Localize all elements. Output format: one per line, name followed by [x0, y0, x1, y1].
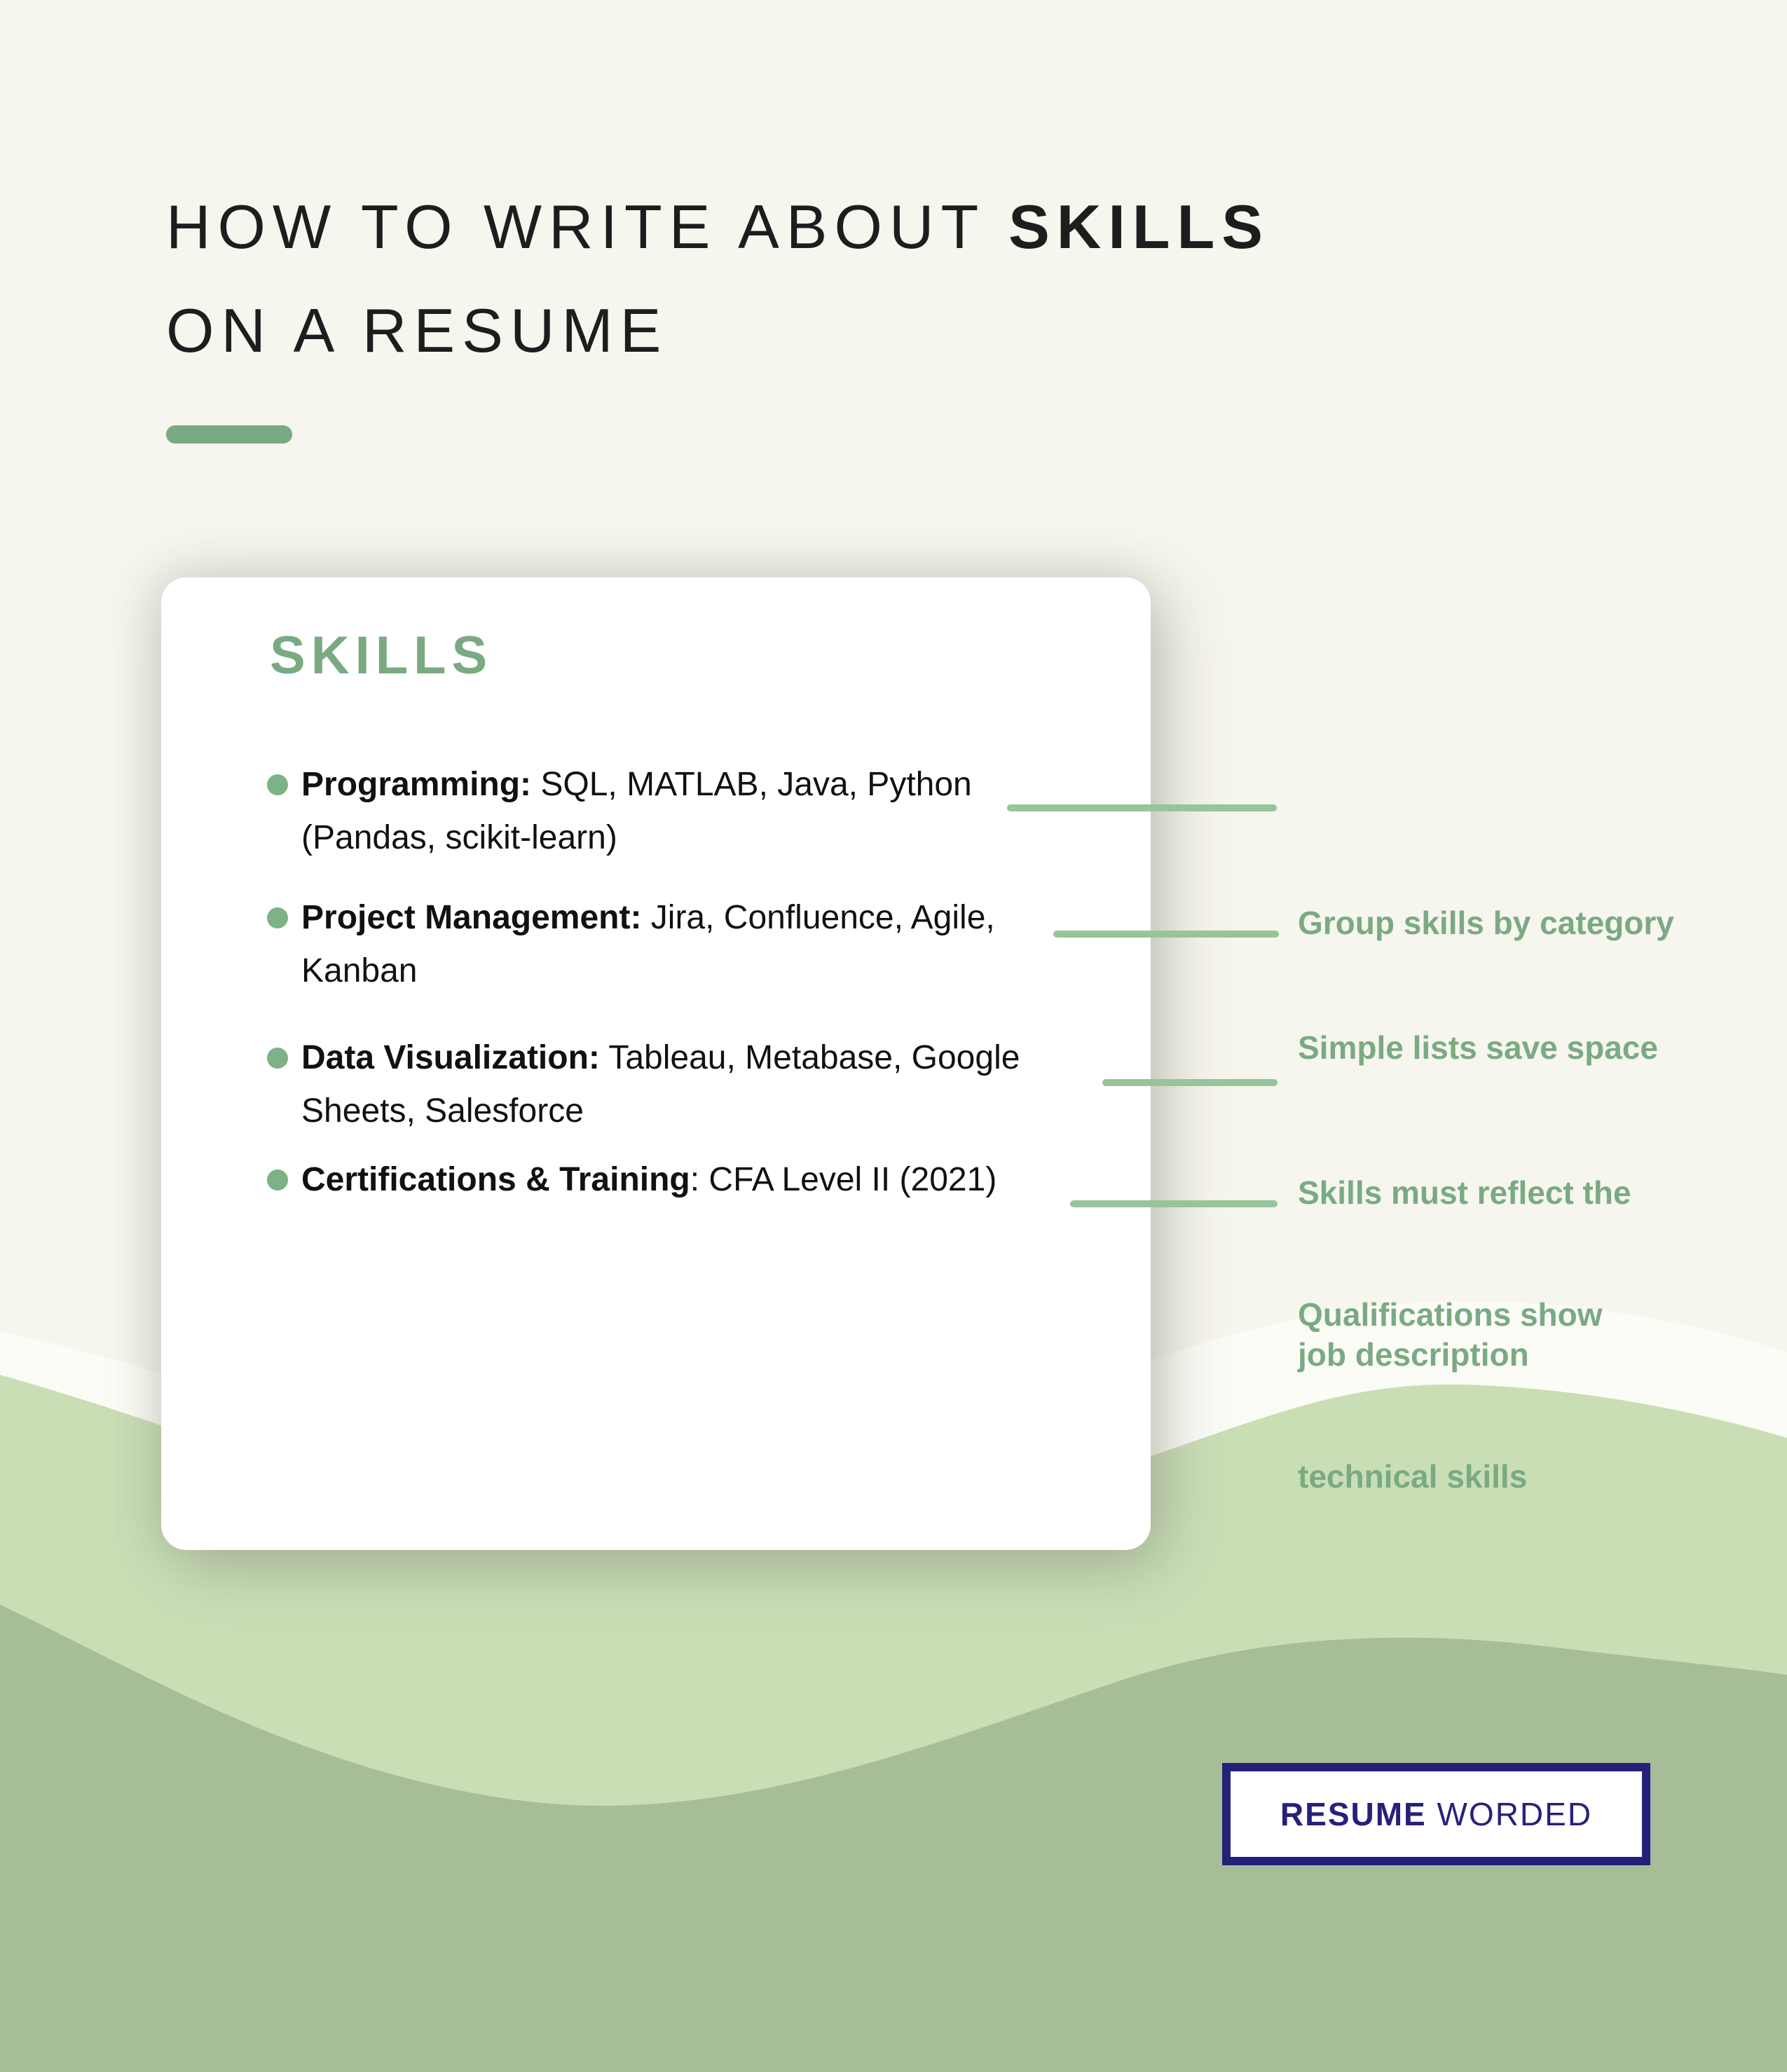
page-title-line2: ON A RESUME: [166, 296, 669, 365]
skill-label: Programming:: [301, 766, 532, 803]
skill-label: Project Management:: [301, 899, 642, 936]
skill-values: SQL, MATLAB, Java, Python: [531, 766, 972, 803]
callout-line-4: [1070, 1200, 1278, 1207]
skill-values: Jira, Confluence, Agile,: [641, 899, 995, 936]
card-section-title: SKILLS: [270, 626, 493, 685]
annotation-qualifications: Qualifications show technical skills: [1298, 1296, 1603, 1495]
skill-values-line2: Sheets, Salesforce: [301, 1092, 584, 1130]
bullet-dot-icon: [267, 907, 288, 928]
page-title-line1: [166, 175, 1270, 279]
annotation-simple-lists: Simple lists save space: [1298, 1029, 1658, 1066]
skill-item-programming: [267, 758, 972, 865]
callout-line-3: [1102, 1079, 1278, 1086]
page-title-line1-bold: SKILLS: [1008, 192, 1270, 261]
callout-line-1: [1007, 804, 1277, 811]
skill-values-line2: Kanban: [301, 952, 418, 989]
callout-line-2: [1053, 931, 1279, 938]
skill-label: Certifications & Training: [301, 1161, 690, 1198]
resume-skills-card: [161, 577, 1151, 1550]
title-underline-dash: [166, 425, 292, 444]
logo-text-bold: RESUME: [1280, 1796, 1427, 1832]
bullet-dot-icon: [267, 774, 288, 795]
resume-worded-logo: [1222, 1763, 1650, 1865]
page-title-line1-regular: HOW TO WRITE ABOUT: [166, 192, 1009, 261]
bullet-dot-icon: [267, 1048, 288, 1069]
skill-item-certifications: [267, 1153, 997, 1207]
skill-values-line2: (Pandas, scikit-learn): [301, 819, 617, 856]
annotation-group-skills: Group skills by category: [1298, 905, 1674, 941]
logo-text-regular: WORDED: [1426, 1796, 1593, 1832]
skill-item-data-visualization: [267, 1031, 1020, 1138]
skill-values: Tableau, Metabase, Google: [599, 1039, 1020, 1076]
skill-values: : CFA Level II (2021): [690, 1161, 997, 1198]
annotation-reflect-job: Skills must reflect the job description: [1298, 1174, 1631, 1373]
bullet-dot-icon: [267, 1169, 288, 1191]
skill-item-project-management: [267, 891, 995, 998]
page-title: [166, 175, 1270, 383]
skill-label: Data Visualization:: [301, 1039, 600, 1076]
